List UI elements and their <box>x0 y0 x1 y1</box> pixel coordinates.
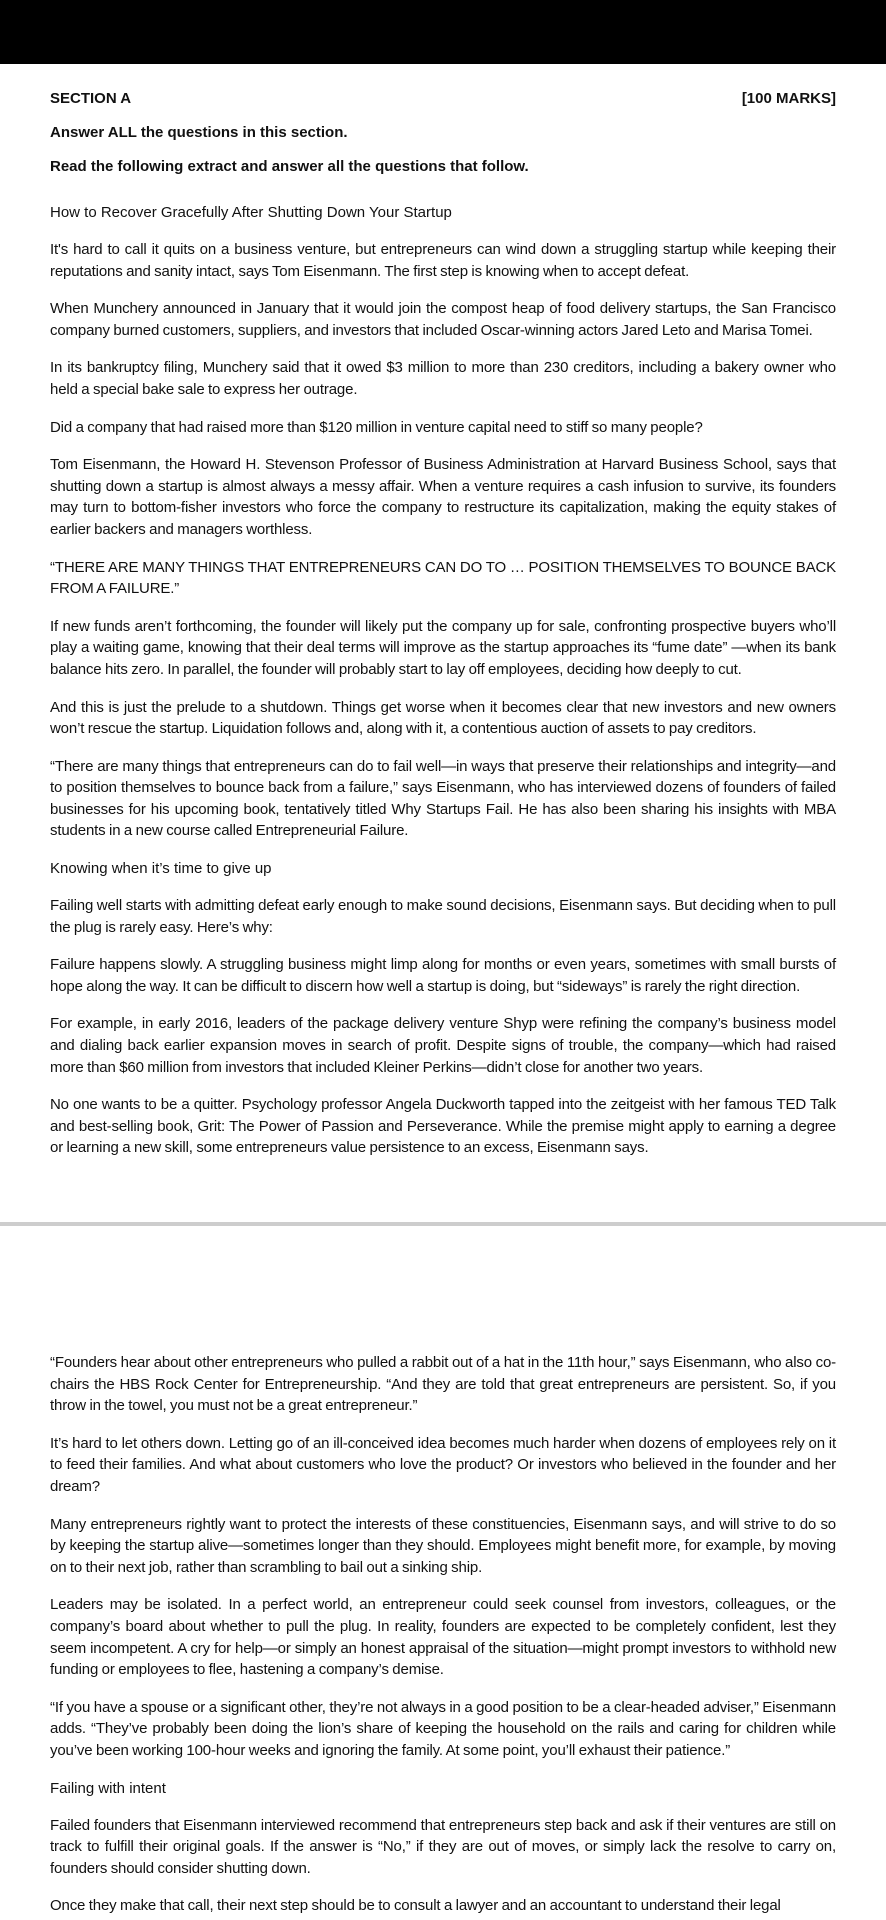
page-1-content <box>50 89 836 1159</box>
paragraph: And this is just the prelude to a shutdown. Things get worse when it becomes clear that new investors and new owners won’t rescue the startup. Liquidation follows and, along with it, a contentious auction of assets to pay creditors. <box>50 698 836 738</box>
paragraph: “There are many things that entrepreneurs can do to fail well—in ways that preserve their relationships and integrity—and to position themselves to bounce back from a failure,” says Eisenmann, who has interviewed dozens of founders of failed businesses for his upcoming book, tentatively titled Why Startups Fail. He has also been sharing his insights with MBA students in a new course called Entrepreneurial Failure. <box>50 757 836 840</box>
document-page-2 <box>0 1226 886 1920</box>
article-title: How to Recover Gracefully After Shutting Down Your Startup <box>50 204 452 221</box>
subheading-knowing-when: Knowing when it’s time to give up <box>50 860 272 878</box>
paragraph: Many entrepreneurs rightly want to protect the interests of these constituencies, Eisenmann says, and will strive to do so by keeping the startup alive—sometimes longer than they should. Employees might benefit more, for example, by moving on to their next job, rather than scrambling to bail out a sinking ship. <box>50 1515 836 1576</box>
paragraph: It’s hard to let others down. Letting go of an ill-conceived idea becomes much harder when dozens of employees rely on it to feed their families. And what about customers who love the product? Or investors who believed in the founder and her dream? <box>50 1434 836 1495</box>
pull-quote: “THERE ARE MANY THINGS THAT ENTREPRENEURS CAN DO TO … POSITION THEMSELVES TO BOUNCE BACK FROM A FAILURE.” <box>50 558 836 598</box>
paragraph: When Munchery announced in January that it would join the compost heap of food delivery startups, the San Francisco company burned customers, suppliers, and investors that included Oscar-winning actors Jared Leto and Marisa Tomei. <box>50 300 836 339</box>
top-black-bar <box>0 0 886 64</box>
paragraph: Tom Eisenmann, the Howard H. Stevenson Professor of Business Administration at Harvard Business School, says that shutting down a startup is almost always a messy affair. When a venture requires a cash infusion to survive, its founders may turn to bottom-fisher investors who force the company to restructure its capitalization, making the equity stakes of earlier backers and managers worthless. <box>50 456 836 538</box>
marks-label: [100 MARKS] <box>741 90 836 107</box>
paragraph: For example, in early 2016, leaders of the package delivery venture Shyp were refining the company’s business model and dialing back earlier expansion moves in search of profit. Despite signs of trouble, the company—which had raised more than $60 million from investors that included Kleiner Perkins—didn’t close for another two years. <box>50 1015 836 1076</box>
paragraph: Failing well starts with admitting defeat early enough to make sound decisions, Eisenmann says. But deciding when to pull the plug is rarely easy. Here’s why: <box>50 897 836 936</box>
instruction-read-extract: Read the following extract and answer all the questions that follow. <box>50 158 529 175</box>
paragraph: Leaders may be isolated. In a perfect world, an entrepreneur could seek counsel from investors, colleagues, or the company’s board about whether to pull the plug. In reality, founders are expected to be completely confident, lest they seem incompetent. A cry for help—or simply an honest appraisal of the situation—might prompt investors to withhold new funding or employees to flee, hastening a company’s demise. <box>50 1596 836 1679</box>
paragraph: It's hard to call it quits on a business venture, but entrepreneurs can wind down a struggling startup while keeping their reputations and sanity intact, says Tom Eisenmann. The first step is knowing when to accept defeat. <box>50 241 836 280</box>
paragraph: In its bankruptcy filing, Munchery said that it owed $3 million to more than 230 creditors, including a bakery owner who held a special bake sale to express her outrage. <box>50 359 836 398</box>
paragraph: Failure happens slowly. A struggling business might limp along for months or even years, sometimes with small bursts of hope along the way. It can be difficult to discern how well a startup is doing, but “sideways” is rarely the right direction. <box>50 956 836 995</box>
section-header <box>50 89 836 109</box>
paragraph: No one wants to be a quitter. Psychology professor Angela Duckworth tapped into the zeitgeist with her famous TED Talk and best-selling book, Grit: The Power of Passion and Perseverance. While the premise might apply to earning a degree or learning a new skill, some entrepreneurs value persistence to an excess, Eisenmann says. <box>50 1096 836 1157</box>
paragraph: Did a company that had raised more than $120 million in venture capital need to stiff so many people? <box>50 418 703 436</box>
document-page-1 <box>0 64 886 1222</box>
paragraph-cut-off: Once they make that call, their next step should be to consult a lawyer and an accountant to understand their legal <box>50 1897 781 1915</box>
instruction-answer-all: Answer ALL the questions in this section. <box>50 124 348 141</box>
section-label: SECTION A <box>50 90 132 107</box>
paragraph: “Founders hear about other entrepreneurs who pulled a rabbit out of a hat in the 11th hour,” says Eisenmann, who also co-chairs the HBS Rock Center for Entrepreneurship. “And they are told that great entrepreneurs are persistent. So, if you throw in the towel, you must not be a great entrepreneur.” <box>50 1354 836 1415</box>
page-2-content <box>50 1352 836 1917</box>
paragraph: “If you have a spouse or a significant other, they’re not always in a good position to be a clear-headed adviser,” Eisenmann adds. “They’ve probably been doing the lion’s share of keeping the household on the rails and caring for children while you’ve been working 100-hour weeks and ignoring the family. At some point, you’ll exhaust their patience.” <box>50 1698 836 1759</box>
paragraph: Failed founders that Eisenmann interviewed recommend that entrepreneurs step back and ask if their ventures are still on track to fulfill their original goals. If the answer is “No,” if they are out of moves, or simply lack the resolve to carry on, founders should consider shutting down. <box>50 1816 836 1877</box>
subheading-failing-with-intent: Failing with intent <box>50 1779 166 1797</box>
paragraph: If new funds aren’t forthcoming, the founder will likely put the company up for sale, confronting prospective buyers who’ll play a waiting game, knowing that their deal terms will improve as the startup approaches its “fume date” —when its bank balance hits zero. In parallel, the founder will probably start to lay off employees, deciding how deeply to cut. <box>50 617 836 678</box>
